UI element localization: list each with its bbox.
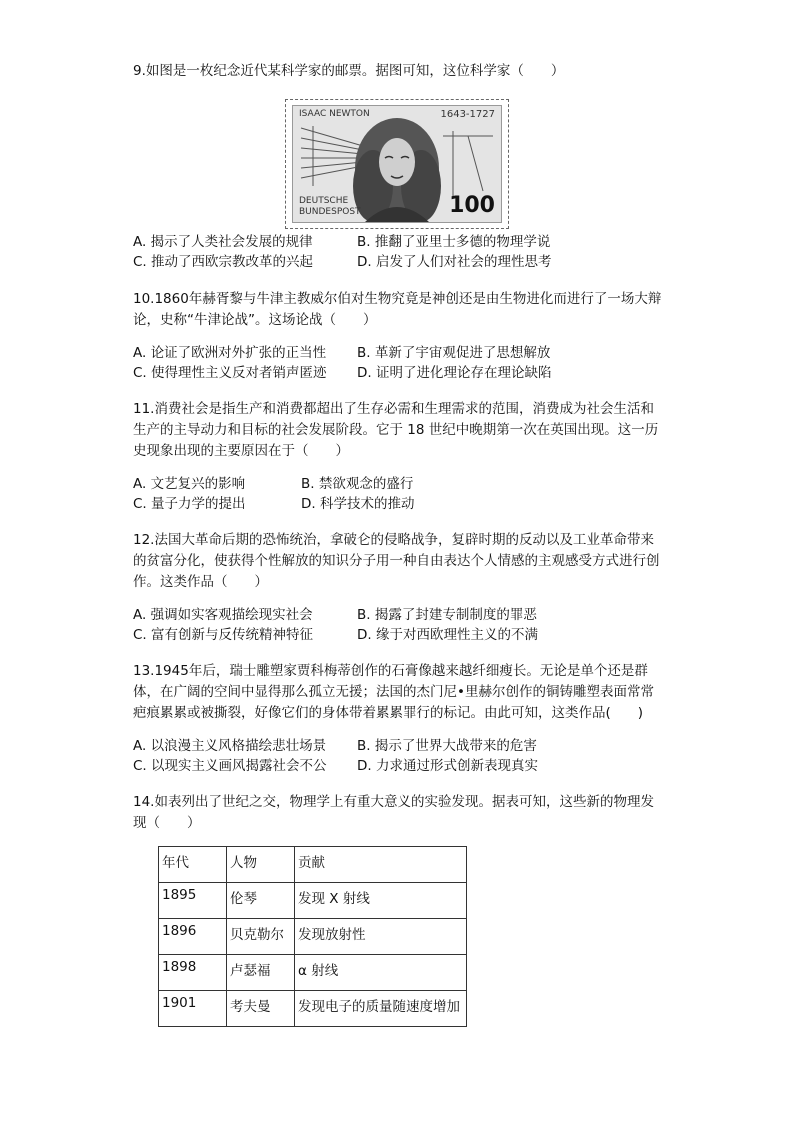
q12-option-d: D. 缘于对西欧理性主义的不满 (357, 627, 538, 643)
q11-option-b: B. 禁欲观念的盛行 (301, 476, 414, 492)
table-cell-contribution: 发现电子的质量随速度增加 (295, 991, 467, 1027)
table-header-row (159, 847, 467, 883)
table-cell-year: 1901 (159, 991, 227, 1027)
q13-stem: 13.1945年后，瑞士雕塑家贾科梅蒂创作的石膏像越来越纤细瘦长。无论是单个还是群体，在广阔的空间中显得那么孤立无援；法国的杰门尼•里赫尔创作的铜铸雕塑表面常常疤痕累累或被撕裂，好像它们的身体带着累累罪行的标记。由此可知，这类作品( ) (133, 663, 654, 721)
q12-option-c: C. 富有创新与反传统精神特征 (133, 627, 314, 643)
stamp-country-line1: DEUTSCHE (299, 196, 349, 206)
q10-option-b: B. 革新了宇宙观促进了思想解放 (357, 345, 551, 361)
q11-option-d: D. 科学技术的推动 (301, 496, 415, 512)
q13-option-b: B. 揭示了世界大战带来的危害 (357, 738, 537, 754)
q12-options (133, 605, 673, 645)
stamp-denomination: 100 (449, 193, 495, 218)
q9-option-b: B. 推翻了亚里士多德的物理学说 (357, 234, 551, 250)
q10-options (133, 343, 673, 383)
q9-stem: 9.如图是一枚纪念近代某科学家的邮票。据图可知，这位科学家（ ） (133, 63, 565, 79)
q10-option-c: C. 使得理性主义反对者销声匿迹 (133, 365, 327, 381)
q10-option-a: A. 论证了欧洲对外扩张的正当性 (133, 345, 327, 361)
table-row (159, 991, 467, 1027)
table-row (159, 883, 467, 919)
table-cell-contribution: 发现 X 射线 (295, 883, 467, 919)
stamp-name-text: ISAAC NEWTON (299, 109, 370, 119)
table-cell-person: 贝克勒尔 (227, 919, 295, 955)
table-header-person: 人物 (227, 847, 295, 883)
table-cell-year: 1895 (159, 883, 227, 919)
table-cell-person: 卢瑟福 (227, 955, 295, 991)
q13-option-d: D. 力求通过形式创新表现真实 (357, 758, 538, 774)
table-cell-contribution: α 射线 (295, 955, 467, 991)
q9-option-a: A. 揭示了人类社会发展的规律 (133, 234, 313, 250)
q9-option-d: D. 启发了人们对社会的理性思考 (357, 254, 552, 270)
table-cell-year: 1898 (159, 955, 227, 991)
table-header-year: 年代 (159, 847, 227, 883)
q14-stem: 14.如表列出了世纪之交，物理学上有重大意义的实验发现。据表可知，这些新的物理发现（ ） (133, 794, 654, 831)
q10-option-d: D. 证明了进化理论存在理论缺陷 (357, 365, 552, 381)
table-cell-person: 考夫曼 (227, 991, 295, 1027)
table-cell-contribution: 发现放射性 (295, 919, 467, 955)
q12-option-b: B. 揭露了封建专制制度的罪恶 (357, 607, 537, 623)
table-row (159, 955, 467, 991)
stamp-years-text: 1643-1727 (440, 109, 495, 120)
q11-stem: 11.消费社会是指生产和消费都超出了生存必需和生理需求的范围，消费成为社会生活和生产的主导动力和目标的社会发展阶段。它于 18 世纪中晚期第一次在英国出现。这一历史现象出现的主要原因在于（ ） (133, 401, 659, 459)
physics-discovery-table (158, 846, 467, 1027)
q13-option-a: A. 以浪漫主义风格描绘悲壮场景 (133, 738, 327, 754)
q9-option-c: C. 推动了西欧宗教改革的兴起 (133, 254, 314, 270)
q10-stem: 10.1860年赫胥黎与牛津主教威尔伯对生物究竟是神创还是由生物进化而进行了一场大辩论，史称“牛津论战”。这场论战（ ） (133, 291, 662, 328)
stamp-country-line2: BUNDESPOST (299, 207, 361, 217)
q11-options (133, 474, 673, 514)
stamp-face (292, 105, 502, 223)
q13-option-c: C. 以现实主义画风揭露社会不公 (133, 758, 327, 774)
table-header-contribution: 贡献 (295, 847, 467, 883)
q12-stem: 12.法国大革命后期的恐怖统治，拿破仑的侵略战争，复辟时期的反动以及工业革命带来的贫富分化，使获得个性解放的知识分子用一种自由表达个人情感的主观感受方式进行创作。这类作品（ ） (133, 532, 660, 590)
q11-option-a: A. 文艺复兴的影响 (133, 476, 246, 492)
table-row (159, 919, 467, 955)
q12-option-a: A. 强调如实客观描绘现实社会 (133, 607, 313, 623)
table-cell-year: 1896 (159, 919, 227, 955)
newton-stamp-image (285, 99, 509, 229)
q13-options (133, 736, 673, 776)
q9-options (133, 232, 673, 272)
q11-option-c: C. 量子力学的提出 (133, 496, 246, 512)
table-cell-person: 伦琴 (227, 883, 295, 919)
